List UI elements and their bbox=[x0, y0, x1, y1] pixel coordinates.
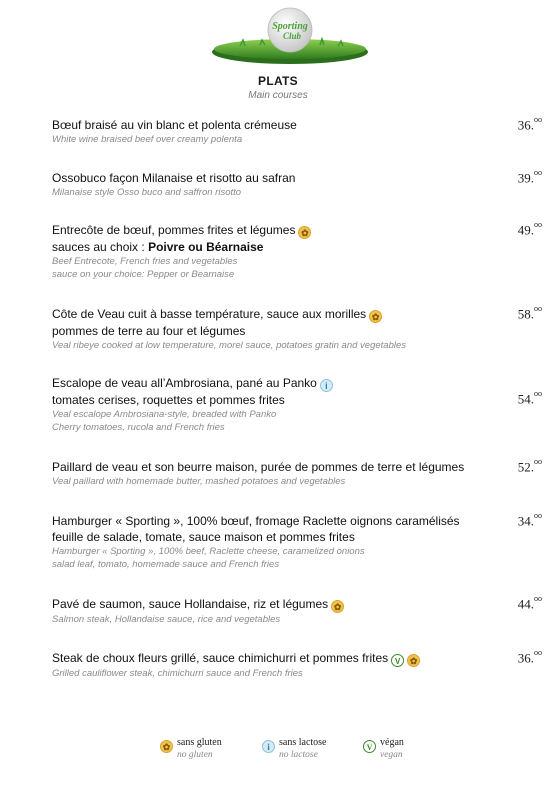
logo-text-1: Sporting bbox=[272, 21, 308, 32]
dish-name-en: Veal paillard with homemade butter, mashed potatoes and vegetables bbox=[52, 476, 346, 487]
dish-name-fr: Paillard de veau et son beurre maison, purée de pommes de terre et légumes bbox=[52, 460, 465, 474]
dish-desc-en: Cherry tomatoes, rucola and French fries bbox=[52, 422, 225, 433]
dish-desc-fr: pommes de terre au four et légumes bbox=[52, 324, 246, 338]
price: 36.$^{oo}$ bbox=[517, 648, 542, 666]
dish-name-en: Milanaise style Osso buco and saffron risotto bbox=[52, 187, 242, 198]
price: 34.$^{oo}$ bbox=[517, 511, 542, 529]
logo-text-2: Club bbox=[282, 31, 302, 41]
gluten-free-icon: ✿ bbox=[331, 600, 344, 613]
gluten-free-icon: ✿ bbox=[160, 740, 173, 753]
price: 39.$^{oo}$ bbox=[517, 168, 542, 186]
gluten-free-icon: ✿ bbox=[298, 226, 311, 239]
section-subtitle: Main courses bbox=[248, 90, 308, 101]
dish-desc-fr: feuille de salade, tomate, sauce maison et pommes frites bbox=[52, 530, 355, 544]
menu-item bbox=[52, 115, 542, 146]
menu-item bbox=[52, 457, 542, 488]
dish-name-fr: Entrecôte de bœuf, pommes frites et légumes bbox=[52, 223, 296, 237]
menu-item bbox=[52, 511, 542, 571]
section-title: PLATS bbox=[258, 74, 298, 88]
dish-name-en: Hamburger « Sporting », 100% beef, Raclette cheese, caramelized onions bbox=[52, 546, 365, 557]
sauce-choice-options: Poivre ou Béarnaise bbox=[148, 240, 264, 254]
dish-name-fr: Ossobuco façon Milanaise et risotto au safran bbox=[52, 171, 296, 185]
price: 49.$^{oo}$ bbox=[517, 220, 542, 238]
dish-name-en: Veal escalope Ambrosiana-style, breaded with Panko bbox=[52, 409, 277, 420]
price: 54.$^{oo}$ bbox=[517, 389, 542, 407]
dish-name-en: Salmon steak, Hollandaise sauce, rice and vegetables bbox=[52, 614, 281, 625]
sporting-club-logo bbox=[210, 6, 370, 68]
price: 58.$^{oo}$ bbox=[517, 304, 542, 322]
gluten-free-icon: ✿ bbox=[407, 654, 420, 667]
price: 44.$^{oo}$ bbox=[517, 594, 542, 612]
dish-name-fr: Bœuf braisé au vin blanc et polenta crémeuse bbox=[52, 118, 297, 132]
dish-name-fr: Steak de choux fleurs grillé, sauce chimichurri et pommes frites bbox=[52, 651, 389, 665]
dish-name-fr: Hamburger « Sporting », 100% bœuf, fromage Raclette oignons caramélisés bbox=[52, 514, 460, 528]
menu-item bbox=[52, 168, 542, 199]
vegan-icon: V bbox=[363, 740, 376, 753]
menu-item bbox=[52, 220, 542, 281]
menu-item bbox=[52, 304, 542, 352]
lactose-free-icon: i bbox=[262, 740, 275, 753]
price: 52.$^{oo}$ bbox=[517, 457, 542, 475]
dish-desc-en: salad leaf, tomato, homemade sauce and French fries bbox=[52, 559, 280, 570]
dish-name-en: Grilled cauliflower steak, chimichurri sauce and French fries bbox=[52, 668, 303, 679]
dish-name-fr: Côte de Veau cuit à basse température, sauce aux morilles bbox=[52, 307, 367, 321]
vegan-icon: V bbox=[391, 654, 404, 667]
dish-desc-fr: tomates cerises, roquettes et pommes frites bbox=[52, 393, 285, 407]
dish-name-fr: Pavé de saumon, sauce Hollandaise, riz et légumes bbox=[52, 597, 329, 611]
menu-item bbox=[52, 594, 542, 626]
dish-name-en: White wine braised beef over creamy polenta bbox=[52, 134, 243, 145]
dish-name-en: Veal ribeye cooked at low temperature, morel sauce, potatoes gratin and vegetables bbox=[52, 340, 406, 351]
dish-name-en: Beef Entrecote, French fries and vegetables bbox=[52, 256, 238, 267]
dish-desc-en: sauce on your choice: Pepper or Bearnaise bbox=[52, 269, 235, 280]
dish-name-fr: Escalope de veau all’Ambrosiana, pané au Panko bbox=[52, 376, 317, 390]
menu-item bbox=[52, 375, 542, 434]
menu-item bbox=[52, 648, 542, 680]
lactose-free-icon: i bbox=[320, 379, 333, 392]
price: 36.$^{oo}$ bbox=[517, 115, 542, 133]
sauce-choice-label: sauces au choix : bbox=[52, 240, 149, 254]
gluten-free-icon: ✿ bbox=[369, 310, 382, 323]
